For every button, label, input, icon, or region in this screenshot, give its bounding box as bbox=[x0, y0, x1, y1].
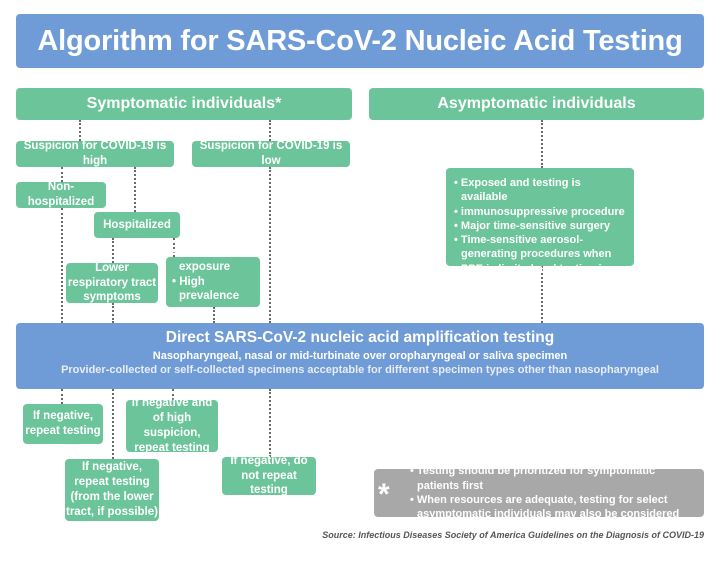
list-item: • immunosuppressive procedure bbox=[454, 205, 626, 219]
asymptomatic-criteria-box bbox=[446, 168, 634, 290]
known-exposure-box bbox=[166, 245, 260, 318]
connector bbox=[541, 120, 543, 168]
suspicion-low-box: Suspicion for COVID-19 is low bbox=[192, 141, 350, 167]
source-citation: Source: Infectious Diseases Society of America Guidelines on the Diagnosis of COVID-19 bbox=[322, 530, 704, 540]
connector bbox=[112, 303, 114, 323]
naat-collection-line: Provider-collected or self-collected specimens acceptable for different specimen types other than nasopharyngeal bbox=[61, 364, 659, 376]
connector bbox=[79, 120, 81, 141]
asterisk-icon: * bbox=[378, 478, 390, 511]
connector bbox=[269, 167, 271, 323]
list-item: • Testing should be prioritized for symptomatic patients first bbox=[410, 464, 696, 493]
known-exposure-list bbox=[172, 245, 254, 320]
symptomatic-header: Symptomatic individuals* bbox=[16, 88, 352, 120]
asymptomatic-criteria-list bbox=[454, 176, 626, 290]
list-item: • Major time-sensitive surgery bbox=[454, 219, 626, 233]
suspicion-high-box: Suspicion for COVID-19 is high bbox=[16, 141, 174, 167]
list-item: • Exposed and testing is available bbox=[454, 176, 626, 205]
list-item: • High prevalence area bbox=[172, 275, 254, 320]
connector bbox=[112, 238, 114, 263]
connector bbox=[112, 389, 114, 459]
note-box bbox=[374, 465, 704, 521]
list-item: • When resources are adequate, testing for select asymptomatic individuals may also be considered bbox=[410, 493, 696, 522]
lower-respiratory-box: Lower respiratory tract symptoms bbox=[67, 261, 157, 304]
negative-lower-tract-box: If negative, repeat testing (from the lower tract, if possible) bbox=[65, 459, 159, 521]
naat-box bbox=[16, 323, 704, 389]
connector bbox=[269, 389, 271, 457]
negative-repeat-box: If negative, repeat testing bbox=[23, 404, 103, 444]
asymptomatic-header: Asymptomatic individuals bbox=[369, 88, 704, 120]
naat-heading: Direct SARS-CoV-2 nucleic acid amplification testing bbox=[165, 329, 555, 346]
negative-high-suspicion-box: If negative and of high suspicion, repeat testing bbox=[126, 400, 218, 452]
connector bbox=[61, 389, 63, 404]
hospitalized-box: Hospitalized bbox=[94, 212, 180, 238]
connector bbox=[134, 167, 136, 212]
connector bbox=[61, 208, 63, 323]
list-item: • Known exposure bbox=[172, 245, 254, 275]
connector bbox=[269, 120, 271, 141]
naat-specimen-line: Nasopharyngeal, nasal or mid-turbinate over oropharyngeal or saliva specimen bbox=[152, 350, 568, 362]
page-title: Algorithm for SARS-CoV-2 Nucleic Acid Testing bbox=[16, 14, 704, 68]
list-item: • Time-sensitive aerosol-generating procedures when PPE is limited and testing is available bbox=[454, 233, 626, 290]
negative-no-repeat-box: If negative, do not repeat testing bbox=[222, 457, 316, 495]
note-list bbox=[410, 464, 696, 521]
non-hospitalized-box: Non-hospitalized bbox=[16, 182, 106, 208]
